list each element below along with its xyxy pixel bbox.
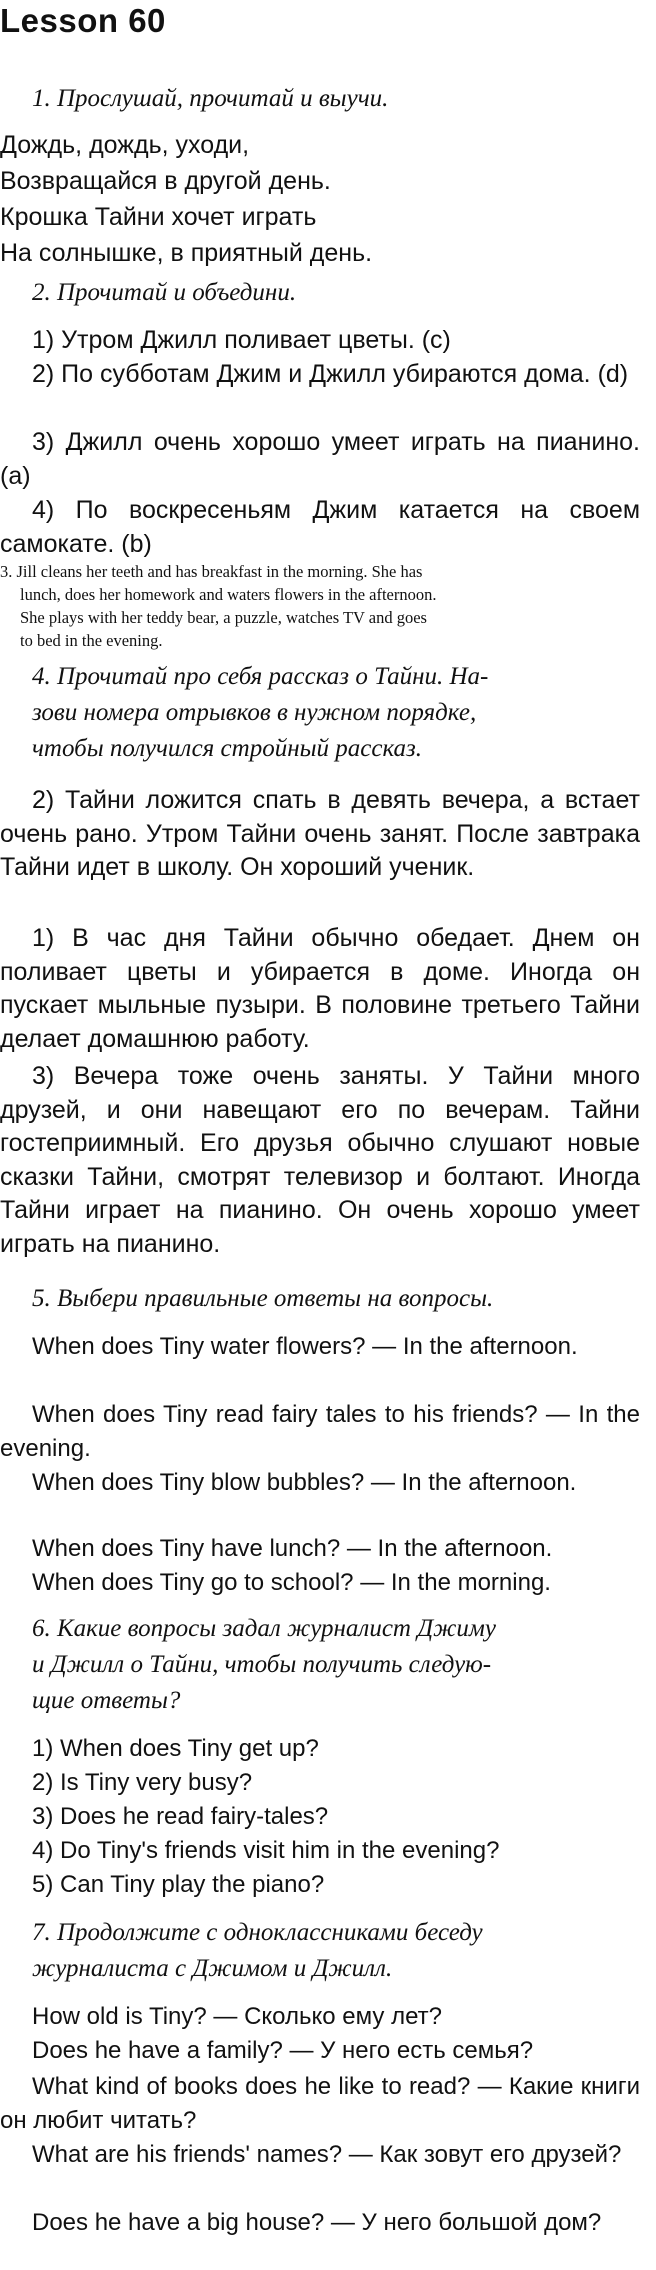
lesson-title: Lesson 60 <box>0 2 166 39</box>
task1-heading: 1. Прослушай, прочитай и выучи. <box>32 85 389 112</box>
poem-line-3: Крошка Тайни хочет играть <box>0 203 317 231</box>
poem-line-1: Дождь, дождь, уходи, <box>0 131 250 159</box>
task3-line-4: to bed in the evening. <box>20 631 163 650</box>
task5-item-5: When does Tiny go to school? — In the morning. <box>32 1569 551 1596</box>
task6-item-2: 2) Is Tiny very busy? <box>32 1769 253 1796</box>
task6-item-5: 5) Can Tiny play the piano? <box>32 1871 325 1898</box>
task4-heading-line-2: зови номера отрывков в нужном порядке, <box>32 699 477 726</box>
task2-item-2: 2) По субботам Джим и Джилл убираются дома. (d) <box>32 360 629 388</box>
task6-heading-line-3: щие ответы? <box>32 1687 181 1714</box>
task6-heading-line-1: 6. Какие вопросы задал журналист Джиму <box>32 1615 496 1642</box>
task6-heading-line-2: и Джилл о Тайни, чтобы получить следую- <box>32 1651 492 1678</box>
task5-item-1: When does Tiny water flowers? — In the afternoon. <box>32 1333 578 1360</box>
task7-item-3: What kind of books does he like to read? — Какие книги он любит читать? <box>0 2073 640 2134</box>
task7-heading-line-1: 7. Продолжите с одноклассниками беседу <box>32 1919 483 1946</box>
story-paragraph-3: 3) Вечера тоже очень заняты. У Тайни много друзей, и они навещают его по вечерам. Тайни гостеприимный. Его друзья обычно слушают новые сказки Тайни, смотрят телевизор и болтают. Иногда Тайни играет на пианино. Он очень хорошо умеет играть на пианино. <box>0 1062 640 1258</box>
task7-item-1: How old is Tiny? — Сколько ему лет? <box>32 2003 442 2030</box>
task7-item-4: What are his friends' names? — Как зовут его друзей? <box>32 2141 622 2168</box>
poem-line-4: На солнышке, в приятный день. <box>0 239 373 267</box>
task5-item-4: When does Tiny have lunch? — In the afternoon. <box>32 1535 553 1562</box>
task3-line-2: lunch, does her homework and waters flowers in the afternoon. <box>20 585 437 604</box>
task2-item-1: 1) Утром Джилл поливает цветы. (с) <box>32 326 451 354</box>
task3-line-1: 3. Jill cleans her teeth and has breakfast in the morning. She has <box>0 562 423 581</box>
task7-heading-line-2: журналиста с Джимом и Джилл. <box>32 1955 393 1982</box>
task7-item-2: Does he have a family? — У него есть семья? <box>32 2037 534 2064</box>
task4-heading-line-3: чтобы получился стройный рассказ. <box>32 735 423 762</box>
task5-item-2: When does Tiny read fairy tales to his friends? — In the evening. <box>0 1401 640 1462</box>
task2-heading: 2. Прочитай и объедини. <box>32 279 297 306</box>
story-paragraph-1: 1) В час дня Тайни обычно обедает. Днем он поливает цветы и убирается в доме. Иногда он пускает мыльные пузыри. В половине третьего Тайни делает домашнюю работу. <box>0 924 640 1053</box>
task7-item-5: Does he have a big house? — У него большой дом? <box>32 2209 602 2236</box>
task6-item-4: 4) Do Tiny's friends visit him in the evening? <box>32 1837 500 1864</box>
task6-item-3: 3) Does he read fairy-tales? <box>32 1803 329 1830</box>
task3-line-3: She plays with her teddy bear, a puzzle, watches TV and goes <box>20 608 427 627</box>
story-paragraph-2: 2) Тайни ложится спать в девять вечера, а встает очень рано. Утром Тайни очень занят. После завтрака Тайни идет в школу. Он хороший ученик. <box>0 786 640 881</box>
task5-item-3: When does Tiny blow bubbles? — In the afternoon. <box>32 1469 577 1496</box>
task2-item-4: 4) По воскресеньям Джим катается на своем самокате. (b) <box>0 496 640 558</box>
task5-heading: 5. Выбери правильные ответы на вопросы. <box>32 1285 494 1312</box>
task6-item-1: 1) When does Tiny get up? <box>32 1735 319 1762</box>
task2-item-3: 3) Джилл очень хорошо умеет играть на пианино. (а) <box>0 428 640 490</box>
poem-line-2: Возвращайся в другой день. <box>0 167 331 195</box>
task4-heading-line-1: 4. Прочитай про себя рассказ о Тайни. На- <box>32 663 489 690</box>
